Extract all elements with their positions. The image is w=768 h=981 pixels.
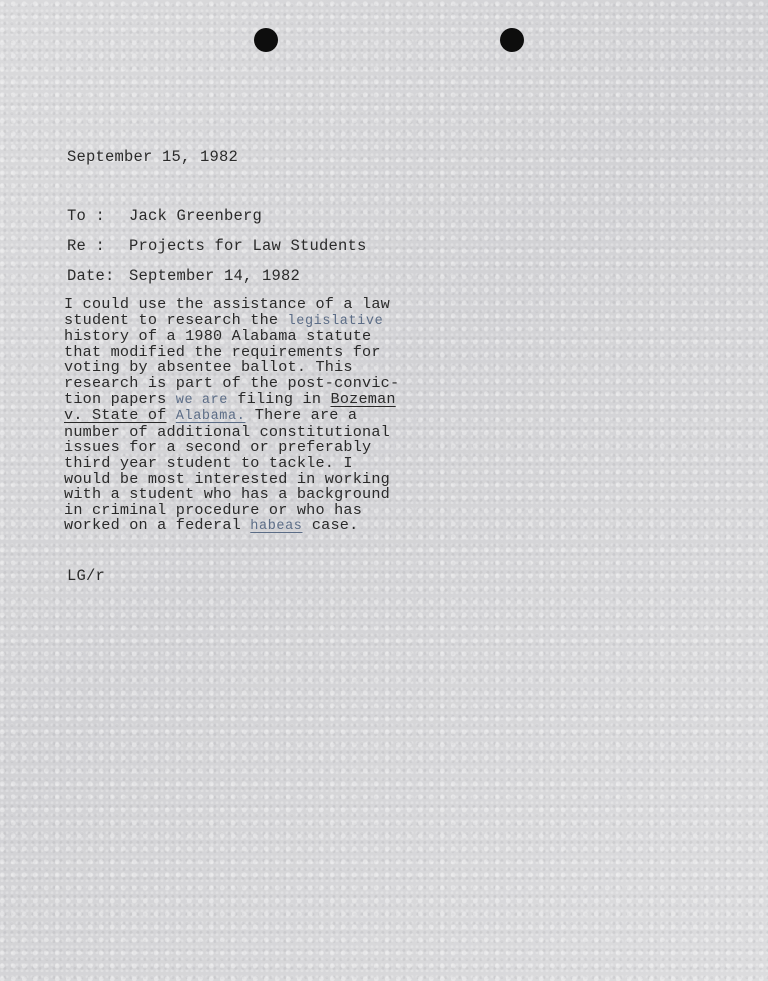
handwritten-correction: habeas: [250, 519, 303, 535]
memo-date-row: [67, 267, 300, 285]
case-name-underlined: Bozeman: [330, 389, 396, 408]
punch-hole-left: [254, 28, 278, 52]
typist-initials: LG/r: [67, 567, 106, 585]
to-value: Jack Greenberg: [129, 207, 263, 225]
date-value: September 14, 1982: [129, 267, 301, 285]
body-line: with a student who has a background: [64, 485, 390, 504]
body-line: that modified the requirements for: [64, 342, 381, 361]
body-line: in criminal procedure or who has: [64, 500, 363, 519]
body-line: history of a 1980 Alabama statute: [64, 327, 372, 346]
punch-hole-right: [500, 28, 524, 52]
body-line: tion papers we are filing in Bozeman: [64, 389, 396, 408]
re-label: Re :: [67, 237, 106, 255]
to-label: To :: [67, 207, 106, 225]
memo-re-row: [67, 237, 367, 255]
memo-to-row: [67, 207, 262, 225]
memo-dateline: September 15, 1982: [67, 148, 239, 166]
handwritten-correction: legislative: [287, 313, 384, 329]
body-line: v. State of Alabama. There are a: [64, 406, 358, 425]
body-line: research is part of the post-convic-: [64, 373, 400, 392]
body-line: would be most interested in working: [64, 469, 390, 488]
handwritten-correction: we are: [175, 392, 229, 408]
memo-body: [64, 297, 404, 535]
body-line: worked on a federal habeas case.: [64, 516, 359, 535]
body-line: voting by absentee ballot. This: [64, 358, 353, 377]
date-label: Date:: [67, 267, 115, 285]
body-line: issues for a second or preferably: [64, 438, 372, 457]
body-line: number of additional constitutional: [64, 422, 390, 441]
body-line: I could use the assistance of a law: [64, 295, 390, 313]
handwritten-correction: Alabama.: [175, 409, 246, 425]
re-value: Projects for Law Students: [129, 237, 367, 255]
body-line: student to research the legislative: [64, 310, 384, 329]
body-line: third year student to tackle. I: [64, 453, 353, 472]
